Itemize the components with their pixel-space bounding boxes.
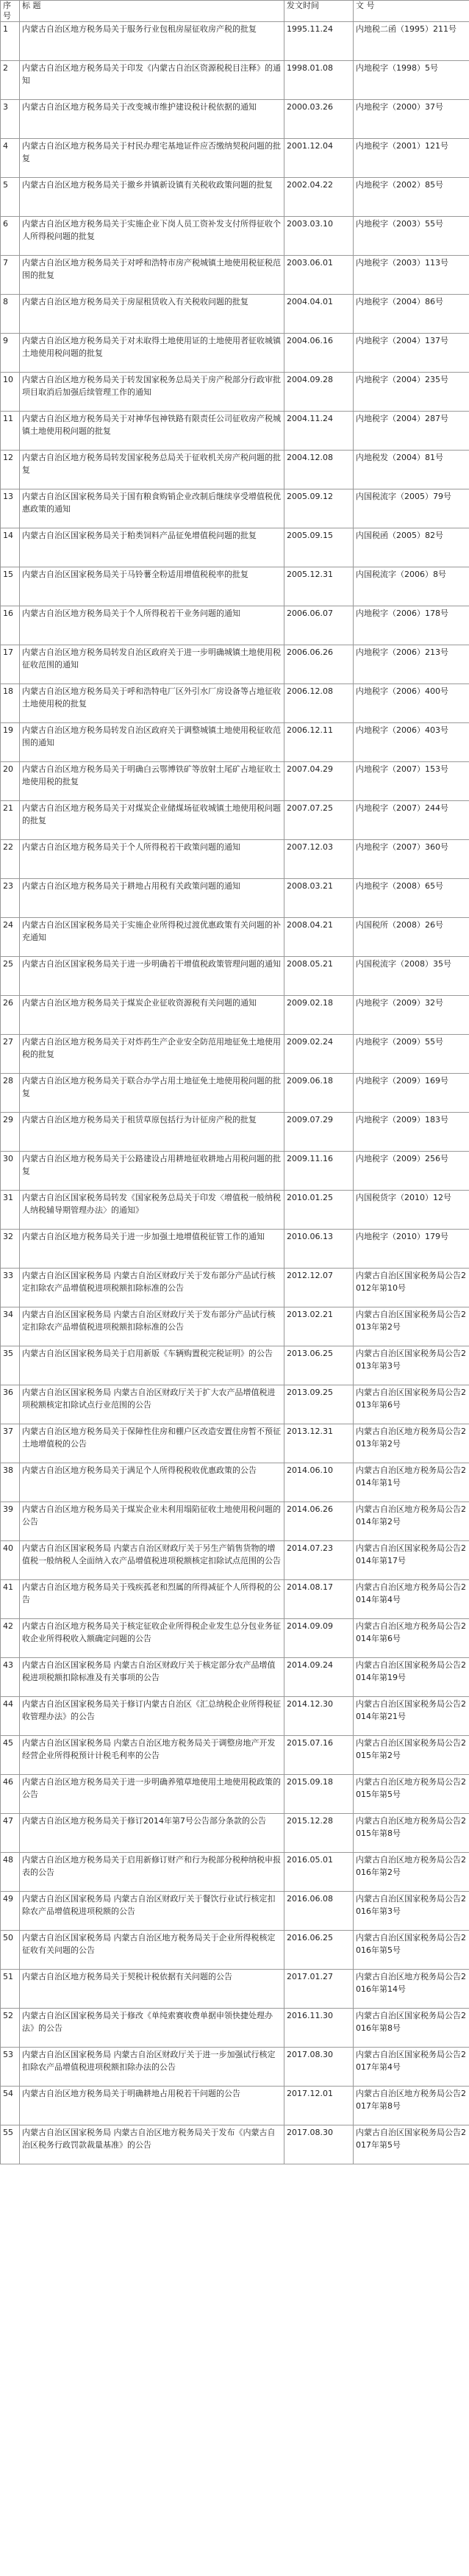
header-title: 标 题 xyxy=(20,1,284,22)
table-row xyxy=(1,1191,469,1230)
row-number: 46 xyxy=(1,1775,20,1814)
row-title: 内蒙古自治区地方税务局关于个人所得税若干政策问题的通知 xyxy=(20,840,284,879)
table-row xyxy=(1,1658,469,1697)
table-row xyxy=(1,1424,469,1463)
row-document-number: 内地税字（2003）55号 xyxy=(354,217,469,256)
table-row xyxy=(1,373,469,412)
table-row xyxy=(1,1385,469,1424)
row-document-number: 内地税字（2007）360号 xyxy=(354,840,469,879)
table-row xyxy=(1,61,469,100)
table-row xyxy=(1,1619,469,1658)
row-number: 41 xyxy=(1,1580,20,1619)
row-number: 19 xyxy=(1,723,20,762)
row-document-number: 内国税流字（2006）8号 xyxy=(354,567,469,606)
row-title: 内蒙古自治区国家税务局关于粕类饲料产品征免增值税问题的批复 xyxy=(20,528,284,567)
table-row xyxy=(1,217,469,256)
row-date: 2017.08.30 xyxy=(284,2048,354,2087)
table-row xyxy=(1,1502,469,1541)
row-number: 9 xyxy=(1,334,20,373)
row-number: 14 xyxy=(1,528,20,567)
row-number: 31 xyxy=(1,1191,20,1230)
row-title: 内蒙古自治区地方税务局关于转发国家税务总局关于房产税部分行政审批项目取消后加强后续管理工作的通知 xyxy=(20,373,284,412)
row-title: 内蒙古自治区地方税务局关于联合办学占用土地征免土地使用税问题的批复 xyxy=(20,1074,284,1113)
table-row xyxy=(1,256,469,295)
row-number: 27 xyxy=(1,1035,20,1074)
row-number: 21 xyxy=(1,801,20,840)
header-row xyxy=(1,1,469,22)
table-row xyxy=(1,2087,469,2125)
row-number: 8 xyxy=(1,295,20,334)
row-title: 内蒙古自治区地方税务局关于契税计税依据有关问题的公告 xyxy=(20,1970,284,2009)
row-date: 2016.06.08 xyxy=(284,1892,354,1931)
table-row xyxy=(1,996,469,1035)
row-title: 内蒙古自治区地方税务局关于对未取得土地使用证的土地使用者征收城镇土地使用税问题的批复 xyxy=(20,334,284,373)
row-title: 内蒙古自治区国家税务局 内蒙古自治区财政厅关于进一步加强试行核定扣除农产品增值税进项税额扣除办法的公告 xyxy=(20,2048,284,2087)
row-date: 2009.02.18 xyxy=(284,996,354,1035)
row-title: 内蒙古自治区国家税务局关于实施企业所得税过渡优惠政策有关问题的补充通知 xyxy=(20,918,284,957)
table-row xyxy=(1,567,469,606)
table-row xyxy=(1,2048,469,2087)
table-row xyxy=(1,1152,469,1191)
header-document-number: 文 号 xyxy=(354,1,469,22)
row-number: 5 xyxy=(1,178,20,217)
table-row xyxy=(1,840,469,879)
row-date: 2017.12.01 xyxy=(284,2087,354,2125)
row-title: 内蒙古自治区地方税务局关于村民办理宅基地证件应否缴纳契税问题的批复 xyxy=(20,139,284,178)
row-date: 2008.03.21 xyxy=(284,879,354,918)
row-title: 内蒙古自治区地方税务局关于残疾孤老和烈属的所得减征个人所得税的公告 xyxy=(20,1580,284,1619)
row-date: 2001.12.04 xyxy=(284,139,354,178)
row-title: 内蒙古自治区地方税务局关于修订2014年第7号公告部分条款的公告 xyxy=(20,1814,284,1853)
row-number: 30 xyxy=(1,1152,20,1191)
row-number: 53 xyxy=(1,2048,20,2087)
row-document-number: 内蒙古自治区地方税务局公告2016年第14号 xyxy=(354,1970,469,2009)
row-document-number: 内地税字（2001）121号 xyxy=(354,139,469,178)
row-document-number: 内地税字（2004）137号 xyxy=(354,334,469,373)
row-number: 44 xyxy=(1,1697,20,1736)
row-document-number: 内蒙古自治区地方税务局公告2014年第2号 xyxy=(354,1502,469,1541)
row-number: 50 xyxy=(1,1931,20,1970)
row-date: 2016.11.30 xyxy=(284,2009,354,2048)
row-number: 15 xyxy=(1,567,20,606)
table-row xyxy=(1,1736,469,1775)
row-date: 2007.04.29 xyxy=(284,762,354,801)
row-document-number: 内地税字（2009）183号 xyxy=(354,1113,469,1152)
row-document-number: 内地税字（2007）153号 xyxy=(354,762,469,801)
row-title: 内蒙古自治区地方税务局关于对炸药生产企业安全防范用地征免土地使用税的批复 xyxy=(20,1035,284,1074)
row-title: 内蒙古自治区地方税务局关于房屋租赁收入有关税收问题的批复 xyxy=(20,295,284,334)
table-row xyxy=(1,412,469,451)
table-row xyxy=(1,528,469,567)
row-date: 2014.06.26 xyxy=(284,1502,354,1541)
row-document-number: 内蒙古自治区地方税务局公告2016年第2号 xyxy=(354,1853,469,1892)
row-date: 2006.06.07 xyxy=(284,606,354,645)
table-row xyxy=(1,22,469,61)
row-title: 内蒙古自治区地方税务局关于满足个人所得税税收优惠政策的公告 xyxy=(20,1463,284,1502)
row-title: 内蒙古自治区地方税务局转发自治区政府关于调整城镇土地使用税征收范围的通知 xyxy=(20,723,284,762)
row-title: 内蒙古自治区地方税务局关于租赁草原包括行为计征房产税的批复 xyxy=(20,1113,284,1152)
row-number: 55 xyxy=(1,2125,20,2164)
row-document-number: 内蒙古自治区地方税务局公告2014年第1号 xyxy=(354,1463,469,1502)
row-number: 24 xyxy=(1,918,20,957)
row-title: 内蒙古自治区地方税务局关于公路建设占用耕地征收耕地占用税问题的批复 xyxy=(20,1152,284,1191)
table-row xyxy=(1,100,469,139)
row-number: 7 xyxy=(1,256,20,295)
table-row xyxy=(1,2009,469,2048)
row-number: 49 xyxy=(1,1892,20,1931)
table-row xyxy=(1,1230,469,1269)
row-title: 内蒙古自治区地方税务局关于对煤炭企业储煤场征收城镇土地使用税问题的批复 xyxy=(20,801,284,840)
row-date: 2014.07.23 xyxy=(284,1541,354,1580)
table-row xyxy=(1,1931,469,1970)
table-row xyxy=(1,1541,469,1580)
row-document-number: 内蒙古自治区国家税务局公告2014年第21号 xyxy=(354,1697,469,1736)
row-date: 2010.06.13 xyxy=(284,1230,354,1269)
row-document-number: 内蒙古自治区地方税务局公告2013年第2号 xyxy=(354,1424,469,1463)
row-title: 内蒙古自治区国家税务局转发《国家税务总局关于印发〈增值税一般纳税人纳税辅导期管理办法〉的通知》 xyxy=(20,1191,284,1230)
row-title: 内蒙古自治区地方税务局关于呼和浩特电厂区外引水厂房设备等占地征收土地使用税的批复 xyxy=(20,684,284,723)
row-title: 内蒙古自治区国家税务局 内蒙古自治区财政厅关于餐饮行业试行核定扣除农产品增值税进项税额的公告 xyxy=(20,1892,284,1931)
row-date: 2003.06.01 xyxy=(284,256,354,295)
row-number: 28 xyxy=(1,1074,20,1113)
row-date: 2009.02.24 xyxy=(284,1035,354,1074)
table-row xyxy=(1,451,469,489)
table-row xyxy=(1,1035,469,1074)
row-document-number: 内地税字（2004）235号 xyxy=(354,373,469,412)
row-date: 2014.09.09 xyxy=(284,1619,354,1658)
row-title: 内蒙古自治区地方税务局关于对呼和浩特市房产税城镇土地使用税征税范围的批复 xyxy=(20,256,284,295)
row-title: 内蒙古自治区国家税务局关于修改《单纯索赛收费单据申领快捷处理办法》的公告 xyxy=(20,2009,284,2048)
row-number: 2 xyxy=(1,61,20,100)
table-row xyxy=(1,1113,469,1152)
row-number: 33 xyxy=(1,1269,20,1307)
row-date: 2009.11.16 xyxy=(284,1152,354,1191)
row-document-number: 内国税函（2005）82号 xyxy=(354,528,469,567)
row-title: 内蒙古自治区地方税务局关于撤乡并镇新设镇有关税收政策问题的批复 xyxy=(20,178,284,217)
row-title: 内蒙古自治区地方税务局关于印发《内蒙古自治区资源税税目注释》的通知 xyxy=(20,61,284,100)
row-date: 2015.09.18 xyxy=(284,1775,354,1814)
row-title: 内蒙古自治区国家税务局关于国有粮食购销企业改制后继续享受增值税优惠政策的通知 xyxy=(20,489,284,528)
row-title: 内蒙古自治区国家税务局 内蒙古自治区财政厅关于扩大农产品增值税进项税额核定扣除试点行业范围的公告 xyxy=(20,1385,284,1424)
table-row xyxy=(1,684,469,723)
row-date: 2017.01.27 xyxy=(284,1970,354,2009)
row-document-number: 内蒙古自治区国家税务局公告2017年第5号 xyxy=(354,2125,469,2164)
table-row xyxy=(1,139,469,178)
row-title: 内蒙古自治区地方税务局关于实施企业下岗人员工资补发支付所得征收个人所得税问题的批复 xyxy=(20,217,284,256)
row-document-number: 内国税货字（2010）12号 xyxy=(354,1191,469,1230)
row-document-number: 内国税流字（2005）79号 xyxy=(354,489,469,528)
table-row xyxy=(1,2125,469,2164)
row-number: 29 xyxy=(1,1113,20,1152)
row-date: 2005.12.31 xyxy=(284,567,354,606)
row-number: 52 xyxy=(1,2009,20,2048)
row-title: 内蒙古自治区地方税务局转发自治区政府关于进一步明确城镇土地使用税征收范围的通知 xyxy=(20,645,284,684)
row-document-number: 内地税字（2000）37号 xyxy=(354,100,469,139)
row-document-number: 内蒙古自治区地方税务局公告2014年第4号 xyxy=(354,1580,469,1619)
row-number: 48 xyxy=(1,1853,20,1892)
row-title: 内蒙古自治区国家税务局 内蒙古自治区财政厅关于发布部分产品试行核定扣除农产品增值税进项税额扣除标准的公告 xyxy=(20,1307,284,1346)
row-title: 内蒙古自治区国家税务局 内蒙古自治区财政厅关于另生产销售货物的增值税一般纳税人全面纳入农产品增值税进项税额核定扣除试点范围的公告 xyxy=(20,1541,284,1580)
table-body xyxy=(1,22,469,2164)
row-number: 25 xyxy=(1,957,20,996)
row-date: 1995.11.24 xyxy=(284,22,354,61)
table-row xyxy=(1,1892,469,1931)
row-number: 16 xyxy=(1,606,20,645)
table-row xyxy=(1,723,469,762)
row-number: 1 xyxy=(1,22,20,61)
row-document-number: 内蒙古自治区国家税务局公告2017年第4号 xyxy=(354,2048,469,2087)
row-date: 2010.01.25 xyxy=(284,1191,354,1230)
row-date: 2005.09.12 xyxy=(284,489,354,528)
row-number: 47 xyxy=(1,1814,20,1853)
row-document-number: 内地税字（2002）85号 xyxy=(354,178,469,217)
row-number: 10 xyxy=(1,373,20,412)
row-number: 34 xyxy=(1,1307,20,1346)
row-document-number: 内地税发（2004）81号 xyxy=(354,451,469,489)
row-date: 2014.09.24 xyxy=(284,1658,354,1697)
row-number: 37 xyxy=(1,1424,20,1463)
row-document-number: 内地税字（2010）179号 xyxy=(354,1230,469,1269)
row-document-number: 内地税字（2009）256号 xyxy=(354,1152,469,1191)
row-title: 内蒙古自治区地方税务局关于进一步加强土地增值税征管工作的通知 xyxy=(20,1230,284,1269)
row-document-number: 内蒙古自治区国家税务局公告2013年第6号 xyxy=(354,1385,469,1424)
row-document-number: 内地税字（2003）113号 xyxy=(354,256,469,295)
row-date: 2014.08.17 xyxy=(284,1580,354,1619)
row-number: 23 xyxy=(1,879,20,918)
row-document-number: 内蒙古自治区国家税务局公告2014年第19号 xyxy=(354,1658,469,1697)
row-number: 11 xyxy=(1,412,20,451)
table-row xyxy=(1,1697,469,1736)
row-document-number: 内地税字（2009）55号 xyxy=(354,1035,469,1074)
table-row xyxy=(1,1346,469,1385)
row-title: 内蒙古自治区地方税务局关于明确耕地占用税若干问题的公告 xyxy=(20,2087,284,2125)
table-row xyxy=(1,178,469,217)
row-number: 18 xyxy=(1,684,20,723)
row-number: 3 xyxy=(1,100,20,139)
row-document-number: 内地税字（2006）400号 xyxy=(354,684,469,723)
row-date: 2007.07.25 xyxy=(284,801,354,840)
row-date: 2016.06.25 xyxy=(284,1931,354,1970)
row-document-number: 内蒙古自治区国家税务局公告2016年第5号 xyxy=(354,1931,469,1970)
row-number: 45 xyxy=(1,1736,20,1775)
row-date: 2015.12.28 xyxy=(284,1814,354,1853)
table-row xyxy=(1,1775,469,1814)
row-date: 2004.09.28 xyxy=(284,373,354,412)
row-title: 内蒙古自治区地方税务局关于进一步明确养殖草地使用土地使用税政策的公告 xyxy=(20,1775,284,1814)
table-row xyxy=(1,1307,469,1346)
row-title: 内蒙古自治区地方税务局关于服务行业包租房屋征收房产税的批复 xyxy=(20,22,284,61)
row-date: 2013.09.25 xyxy=(284,1385,354,1424)
row-number: 40 xyxy=(1,1541,20,1580)
row-date: 2012.12.07 xyxy=(284,1269,354,1307)
row-document-number: 内蒙古自治区国家税务局公告2013年第2号 xyxy=(354,1307,469,1346)
table-row xyxy=(1,1463,469,1502)
row-document-number: 内地税字（2007）244号 xyxy=(354,801,469,840)
row-number: 17 xyxy=(1,645,20,684)
row-document-number: 内地税字（1998）5号 xyxy=(354,61,469,100)
row-date: 1998.01.08 xyxy=(284,61,354,100)
row-document-number: 内蒙古自治区国家税务局公告2012年第10号 xyxy=(354,1269,469,1307)
row-date: 2004.11.24 xyxy=(284,412,354,451)
row-document-number: 内蒙古自治区地方税务局公告2015年第5号 xyxy=(354,1775,469,1814)
row-title: 内蒙古自治区国家税务局 内蒙古自治区地方税务局关于发布《内蒙古自治区税务行政罚款裁量基准》的公告 xyxy=(20,2125,284,2164)
row-date: 2006.12.08 xyxy=(284,684,354,723)
row-date: 2015.07.16 xyxy=(284,1736,354,1775)
row-number: 32 xyxy=(1,1230,20,1269)
table-row xyxy=(1,1269,469,1307)
row-date: 2014.12.30 xyxy=(284,1697,354,1736)
table-row xyxy=(1,1580,469,1619)
row-date: 2006.06.26 xyxy=(284,645,354,684)
row-title: 内蒙古自治区国家税务局 内蒙古自治区财政厅关于核定部分农产品增值税进项税额扣除标准及有关事项的公告 xyxy=(20,1658,284,1697)
table-row xyxy=(1,334,469,373)
table-row xyxy=(1,1970,469,2009)
row-number: 22 xyxy=(1,840,20,879)
row-document-number: 内地税字（2006）403号 xyxy=(354,723,469,762)
table-row xyxy=(1,1853,469,1892)
row-document-number: 内蒙古自治区地方税务局公告2015年第8号 xyxy=(354,1814,469,1853)
row-date: 2007.12.03 xyxy=(284,840,354,879)
row-title: 内蒙古自治区国家税务局关于启用新版《车辆购置税完税证明》的公告 xyxy=(20,1346,284,1385)
row-date: 2004.12.08 xyxy=(284,451,354,489)
row-date: 2000.03.26 xyxy=(284,100,354,139)
row-document-number: 内地税字（2006）213号 xyxy=(354,645,469,684)
row-title: 内蒙古自治区地方税务局关于煤炭企业未利用塌陷征收土地使用税问题的公告 xyxy=(20,1502,284,1541)
row-document-number: 内蒙古自治区国家税务局公告2013年第3号 xyxy=(354,1346,469,1385)
row-document-number: 内蒙古自治区地方税务局公告2017年第8号 xyxy=(354,2087,469,2125)
row-title: 内蒙古自治区国家税务局关于修订内蒙古自治区《汇总纳税企业所得税征收管理办法》的公告 xyxy=(20,1697,284,1736)
row-date: 2003.03.10 xyxy=(284,217,354,256)
row-title: 内蒙古自治区地方税务局关于启用新修订财产和行为税部分税种纳税申报表的公告 xyxy=(20,1853,284,1892)
row-title: 内蒙古自治区地方税务局关于保障性住房和棚户区改造安置住房暂不预征土地增值税的公告 xyxy=(20,1424,284,1463)
row-number: 13 xyxy=(1,489,20,528)
row-document-number: 内国税所（2008）26号 xyxy=(354,918,469,957)
table-row xyxy=(1,957,469,996)
row-date: 2016.05.01 xyxy=(284,1853,354,1892)
row-number: 42 xyxy=(1,1619,20,1658)
row-number: 54 xyxy=(1,2087,20,2125)
row-document-number: 内蒙古自治区地方税务局公告2014年第6号 xyxy=(354,1619,469,1658)
table-row xyxy=(1,645,469,684)
row-number: 20 xyxy=(1,762,20,801)
row-date: 2009.07.29 xyxy=(284,1113,354,1152)
row-date: 2017.08.30 xyxy=(284,2125,354,2164)
table-row xyxy=(1,1074,469,1113)
header-date: 发文时间 xyxy=(284,1,354,22)
row-number: 39 xyxy=(1,1502,20,1541)
header-number: 序号 xyxy=(1,1,20,22)
row-number: 4 xyxy=(1,139,20,178)
row-date: 2008.04.21 xyxy=(284,918,354,957)
table-row xyxy=(1,801,469,840)
row-number: 6 xyxy=(1,217,20,256)
table-row xyxy=(1,489,469,528)
row-document-number: 内地税字（2009）32号 xyxy=(354,996,469,1035)
row-title: 内蒙古自治区国家税务局 内蒙古自治区财政厅关于发布部分产品试行核定扣除农产品增值税进项税额扣除标准的公告 xyxy=(20,1269,284,1307)
row-document-number: 内地税字（2009）169号 xyxy=(354,1074,469,1113)
table-row xyxy=(1,1814,469,1853)
row-title: 内蒙古自治区地方税务局关于煤炭企业征收资源税有关问题的通知 xyxy=(20,996,284,1035)
row-date: 2004.06.16 xyxy=(284,334,354,373)
row-document-number: 内蒙古自治区国家税务局公告2016年第8号 xyxy=(354,2009,469,2048)
table-row xyxy=(1,295,469,334)
row-title: 内蒙古自治区国家税务局 内蒙古自治区地方税务局关于企业所得税核定征收有关问题的公告 xyxy=(20,1931,284,1970)
row-number: 43 xyxy=(1,1658,20,1697)
row-date: 2008.05.21 xyxy=(284,957,354,996)
row-title: 内蒙古自治区地方税务局关于改变城市维护建设税计税依据的通知 xyxy=(20,100,284,139)
row-number: 38 xyxy=(1,1463,20,1502)
table-row xyxy=(1,918,469,957)
row-title: 内蒙古自治区地方税务局关于对神华包神铁路有限责任公司征收房产税城镇土地使用税问题的批复 xyxy=(20,412,284,451)
row-document-number: 内地税字（2004）86号 xyxy=(354,295,469,334)
row-number: 51 xyxy=(1,1970,20,2009)
row-date: 2006.12.11 xyxy=(284,723,354,762)
row-document-number: 内蒙古自治区国家税务局公告2016年第3号 xyxy=(354,1892,469,1931)
row-document-number: 内蒙古自治区国家税务局公告2014年第17号 xyxy=(354,1541,469,1580)
table-row xyxy=(1,879,469,918)
table-row xyxy=(1,762,469,801)
row-document-number: 内国税流字（2008）35号 xyxy=(354,957,469,996)
row-date: 2009.06.18 xyxy=(284,1074,354,1113)
row-date: 2004.04.01 xyxy=(284,295,354,334)
row-date: 2014.06.10 xyxy=(284,1463,354,1502)
row-document-number: 内地税二函（1995）211号 xyxy=(354,22,469,61)
row-title: 内蒙古自治区地方税务局关于核定征收企业所得税企业发生总分包业务征收企业所得税收入额确定问题的公告 xyxy=(20,1619,284,1658)
row-date: 2005.09.15 xyxy=(284,528,354,567)
row-document-number: 内蒙古自治区国家税务局公告2015年第2号 xyxy=(354,1736,469,1775)
row-title: 内蒙古自治区地方税务局关于明确白云鄂博铁矿等放射土尾矿占地征收土地使用税的批复 xyxy=(20,762,284,801)
table-row xyxy=(1,606,469,645)
row-date: 2013.12.31 xyxy=(284,1424,354,1463)
row-number: 36 xyxy=(1,1385,20,1424)
row-date: 2002.04.22 xyxy=(284,178,354,217)
row-title: 内蒙古自治区地方税务局关于耕地占用税有关政策问题的通知 xyxy=(20,879,284,918)
row-title: 内蒙古自治区地方税务局转发国家税务总局关于征收机关房产税问题的批复 xyxy=(20,451,284,489)
row-number: 26 xyxy=(1,996,20,1035)
row-date: 2013.02.21 xyxy=(284,1307,354,1346)
row-document-number: 内地税字（2008）65号 xyxy=(354,879,469,918)
row-title: 内蒙古自治区国家税务局关于马铃薯全粉适用增值税税率的批复 xyxy=(20,567,284,606)
row-date: 2013.06.25 xyxy=(284,1346,354,1385)
row-title: 内蒙古自治区国家税务局关于进一步明确若干增值税政策管理问题的通知 xyxy=(20,957,284,996)
row-number: 12 xyxy=(1,451,20,489)
row-document-number: 内地税字（2004）287号 xyxy=(354,412,469,451)
row-document-number: 内地税字（2006）178号 xyxy=(354,606,469,645)
row-number: 35 xyxy=(1,1346,20,1385)
row-title: 内蒙古自治区国家税务局 内蒙古自治区地方税务局关于调整房地产开发经营企业所得税预计计税毛利率的公告 xyxy=(20,1736,284,1775)
row-title: 内蒙古自治区地方税务局关于个人所得税若干业务问题的通知 xyxy=(20,606,284,645)
